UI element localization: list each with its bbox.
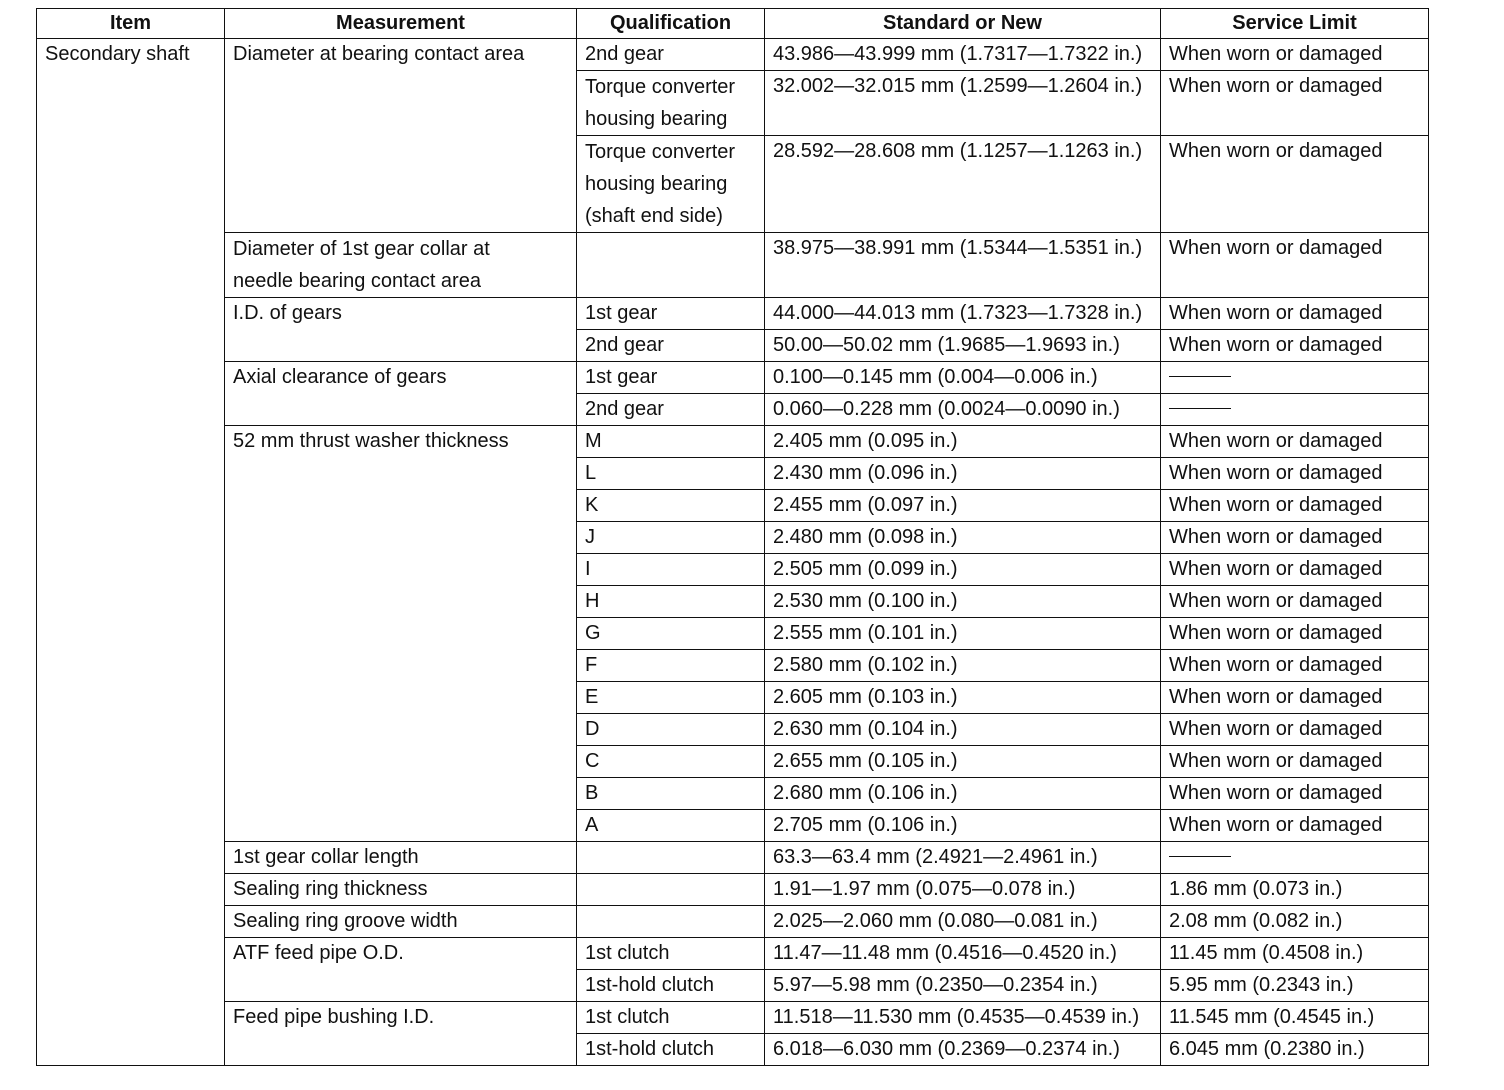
standard-cell: 2.680 mm (0.106 in.) <box>765 778 1161 810</box>
measurement-cell: Diameter at bearing contact area <box>225 39 577 233</box>
qualification-cell: J <box>577 522 765 554</box>
qualification-cell: 1st clutch <box>577 938 765 970</box>
qualification-cell: D <box>577 714 765 746</box>
table-row <box>37 874 1429 906</box>
measurement-cell: 52 mm thrust washer thickness <box>225 426 577 842</box>
standard-cell: 38.975—38.991 mm (1.5344—1.5351 in.) <box>765 233 1161 298</box>
standard-cell: 11.518—11.530 mm (0.4535—0.4539 in.) <box>765 1002 1161 1034</box>
limit-cell: When worn or damaged <box>1161 682 1429 714</box>
limit-cell <box>1161 362 1429 394</box>
qualification-line: housing bearing <box>585 108 728 130</box>
table-row <box>37 842 1429 874</box>
standard-cell: 2.580 mm (0.102 in.) <box>765 650 1161 682</box>
limit-cell: 11.545 mm (0.4545 in.) <box>1161 1002 1429 1034</box>
limit-cell: When worn or damaged <box>1161 426 1429 458</box>
standard-cell: 50.00—50.02 mm (1.9685—1.9693 in.) <box>765 330 1161 362</box>
measurement-cell: Feed pipe bushing I.D. <box>225 1002 577 1066</box>
qualification-cell: 2nd gear <box>577 39 765 71</box>
qualification-cell: C <box>577 746 765 778</box>
qualification-cell: K <box>577 490 765 522</box>
qualification-cell: 1st clutch <box>577 1002 765 1034</box>
qualification-cell: A <box>577 810 765 842</box>
limit-cell: When worn or damaged <box>1161 136 1429 233</box>
header-qualification: Qualification <box>577 9 765 39</box>
qualification-cell <box>577 233 765 298</box>
standard-cell: 2.405 mm (0.095 in.) <box>765 426 1161 458</box>
standard-cell: 2.555 mm (0.101 in.) <box>765 618 1161 650</box>
limit-cell: 5.95 mm (0.2343 in.) <box>1161 970 1429 1002</box>
limit-cell: 11.45 mm (0.4508 in.) <box>1161 938 1429 970</box>
limit-cell: 1.86 mm (0.073 in.) <box>1161 874 1429 906</box>
limit-cell: When worn or damaged <box>1161 330 1429 362</box>
standard-cell: 2.455 mm (0.097 in.) <box>765 490 1161 522</box>
qualification-cell: 1st gear <box>577 362 765 394</box>
qualification-cell <box>577 136 765 233</box>
table-row <box>37 426 1429 458</box>
measurement-cell: Sealing ring thickness <box>225 874 577 906</box>
limit-cell: 2.08 mm (0.082 in.) <box>1161 906 1429 938</box>
table-row <box>37 233 1429 298</box>
limit-cell: When worn or damaged <box>1161 522 1429 554</box>
standard-cell: 2.630 mm (0.104 in.) <box>765 714 1161 746</box>
measurement-line: Diameter of 1st gear collar at <box>233 238 490 260</box>
qualification-line: Torque converter <box>585 141 736 163</box>
spec-table <box>36 8 1429 1066</box>
limit-cell: 6.045 mm (0.2380 in.) <box>1161 1034 1429 1066</box>
measurement-cell <box>225 233 577 298</box>
measurement-cell: 1st gear collar length <box>225 842 577 874</box>
limit-cell: When worn or damaged <box>1161 778 1429 810</box>
measurement-cell: Sealing ring groove width <box>225 906 577 938</box>
limit-cell: When worn or damaged <box>1161 746 1429 778</box>
no-limit-dash <box>1169 408 1231 409</box>
limit-cell <box>1161 394 1429 426</box>
qualification-cell: E <box>577 682 765 714</box>
standard-cell: 32.002—32.015 mm (1.2599—1.2604 in.) <box>765 71 1161 136</box>
limit-cell: When worn or damaged <box>1161 554 1429 586</box>
header-standard: Standard or New <box>765 9 1161 39</box>
standard-cell: 2.025—2.060 mm (0.080—0.081 in.) <box>765 906 1161 938</box>
standard-cell: 2.530 mm (0.100 in.) <box>765 586 1161 618</box>
measurement-cell: Axial clearance of gears <box>225 362 577 426</box>
qualification-line: housing bearing <box>585 173 728 195</box>
measurement-cell: I.D. of gears <box>225 298 577 362</box>
standard-cell: 43.986—43.999 mm (1.7317—1.7322 in.) <box>765 39 1161 71</box>
standard-cell: 2.655 mm (0.105 in.) <box>765 746 1161 778</box>
limit-cell: When worn or damaged <box>1161 714 1429 746</box>
qualification-cell <box>577 874 765 906</box>
standard-cell: 2.430 mm (0.096 in.) <box>765 458 1161 490</box>
standard-cell: 2.505 mm (0.099 in.) <box>765 554 1161 586</box>
qualification-cell: G <box>577 618 765 650</box>
standard-cell: 1.91—1.97 mm (0.075—0.078 in.) <box>765 874 1161 906</box>
table-row <box>37 39 1429 71</box>
header-item: Item <box>37 9 225 39</box>
table-row <box>37 362 1429 394</box>
qualification-cell: 2nd gear <box>577 330 765 362</box>
limit-cell: When worn or damaged <box>1161 39 1429 71</box>
standard-cell: 6.018—6.030 mm (0.2369—0.2374 in.) <box>765 1034 1161 1066</box>
qualification-cell <box>577 906 765 938</box>
standard-cell: 63.3—63.4 mm (2.4921—2.4961 in.) <box>765 842 1161 874</box>
qualification-cell <box>577 842 765 874</box>
no-limit-dash <box>1169 376 1231 377</box>
qualification-cell: 1st gear <box>577 298 765 330</box>
qualification-cell: 1st-hold clutch <box>577 970 765 1002</box>
measurement-cell: ATF feed pipe O.D. <box>225 938 577 1002</box>
header-measurement: Measurement <box>225 9 577 39</box>
standard-cell: 2.705 mm (0.106 in.) <box>765 810 1161 842</box>
table-row <box>37 906 1429 938</box>
qualification-cell: 1st-hold clutch <box>577 1034 765 1066</box>
no-limit-dash <box>1169 856 1231 857</box>
standard-cell: 11.47—11.48 mm (0.4516—0.4520 in.) <box>765 938 1161 970</box>
standard-cell: 5.97—5.98 mm (0.2350—0.2354 in.) <box>765 970 1161 1002</box>
qualification-cell: I <box>577 554 765 586</box>
header-row <box>37 9 1429 39</box>
header-service-limit: Service Limit <box>1161 9 1429 39</box>
limit-cell <box>1161 842 1429 874</box>
qualification-line: Torque converter <box>585 76 736 98</box>
qualification-cell: F <box>577 650 765 682</box>
standard-cell: 44.000—44.013 mm (1.7323—1.7328 in.) <box>765 298 1161 330</box>
qualification-cell: B <box>577 778 765 810</box>
qualification-cell: M <box>577 426 765 458</box>
limit-cell: When worn or damaged <box>1161 650 1429 682</box>
table-row <box>37 938 1429 970</box>
qualification-cell <box>577 71 765 136</box>
standard-cell: 28.592—28.608 mm (1.1257—1.1263 in.) <box>765 136 1161 233</box>
qualification-cell: H <box>577 586 765 618</box>
standard-cell: 2.480 mm (0.098 in.) <box>765 522 1161 554</box>
limit-cell: When worn or damaged <box>1161 298 1429 330</box>
qualification-line: (shaft end side) <box>585 205 723 227</box>
limit-cell: When worn or damaged <box>1161 71 1429 136</box>
table-row <box>37 298 1429 330</box>
table-row <box>37 1002 1429 1034</box>
limit-cell: When worn or damaged <box>1161 490 1429 522</box>
limit-cell: When worn or damaged <box>1161 458 1429 490</box>
item-cell: Secondary shaft <box>37 39 225 1066</box>
standard-cell: 0.060—0.228 mm (0.0024—0.0090 in.) <box>765 394 1161 426</box>
qualification-cell: L <box>577 458 765 490</box>
limit-cell: When worn or damaged <box>1161 618 1429 650</box>
limit-cell: When worn or damaged <box>1161 810 1429 842</box>
qualification-cell: 2nd gear <box>577 394 765 426</box>
limit-cell: When worn or damaged <box>1161 233 1429 298</box>
standard-cell: 0.100—0.145 mm (0.004—0.006 in.) <box>765 362 1161 394</box>
limit-cell: When worn or damaged <box>1161 586 1429 618</box>
standard-cell: 2.605 mm (0.103 in.) <box>765 682 1161 714</box>
measurement-line: needle bearing contact area <box>233 270 481 292</box>
